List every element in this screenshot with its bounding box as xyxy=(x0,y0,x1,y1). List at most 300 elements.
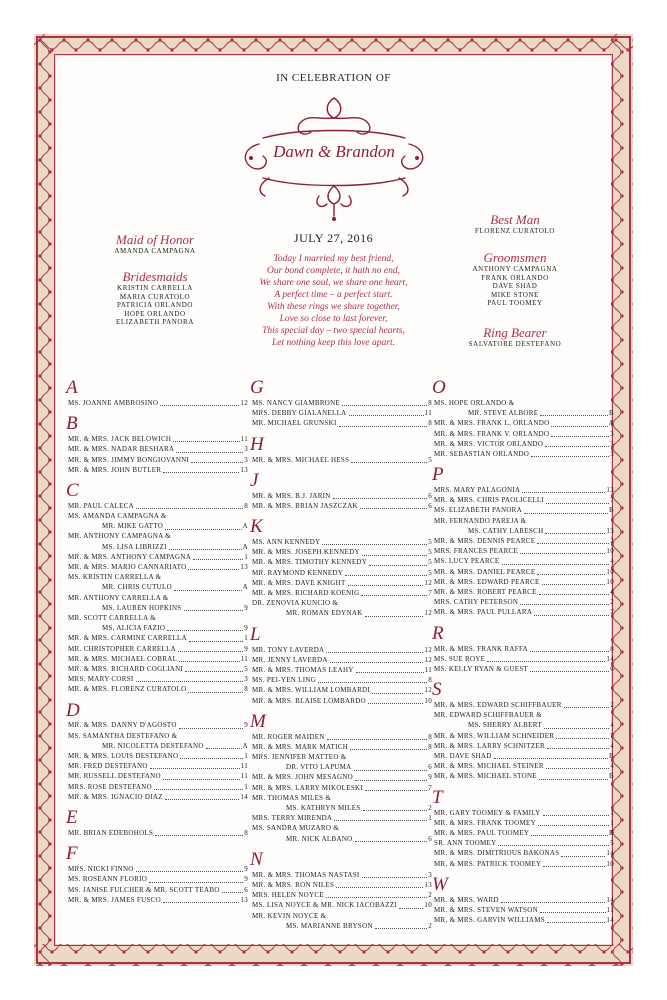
guest-name: MS. LISA LIBRIZZI xyxy=(102,542,167,551)
table-number: 12 xyxy=(424,645,432,654)
guest-row xyxy=(252,588,432,598)
leader-dots xyxy=(520,553,605,554)
table-number: B xyxy=(609,772,614,781)
maid-of-honor-block xyxy=(90,233,220,256)
table-number: 2 xyxy=(610,598,614,607)
guest-row xyxy=(434,818,614,828)
table-number: 8 xyxy=(610,644,614,653)
guest-row xyxy=(68,885,248,895)
guest-row xyxy=(434,398,614,408)
guest-row xyxy=(68,562,248,572)
guest-name: MR. & MRS. VICTOR ORLANDO xyxy=(434,439,544,448)
leader-dots xyxy=(155,835,243,836)
guest-row xyxy=(252,793,432,803)
table-number: 4 xyxy=(610,741,614,750)
guest-name: MR. & MRS. LARRY SCHNITZER xyxy=(434,741,546,750)
table-number: 1 xyxy=(428,814,432,823)
guest-row xyxy=(252,455,432,465)
leader-dots xyxy=(365,790,427,791)
leader-dots xyxy=(163,902,239,903)
table-number: 12 xyxy=(424,609,432,618)
table-number: 9 xyxy=(244,721,248,730)
table-number: 12 xyxy=(240,398,248,407)
guest-name: MR. GARY TOOMEY & FAMILY xyxy=(434,808,541,817)
guest-name: MS. AMANDA CAMPAGNA & xyxy=(68,512,167,521)
guest-name: MR. & MRS. MICHAEL HESS xyxy=(252,455,350,464)
guest-row xyxy=(252,921,432,931)
poem-line: A perfect time – a perfect start. xyxy=(274,290,393,300)
table-number: 5 xyxy=(610,839,614,848)
guest-row xyxy=(434,654,614,664)
table-number: 10 xyxy=(606,859,614,868)
table-number: B xyxy=(609,752,614,761)
guest-row xyxy=(252,911,432,921)
table-number: 2 xyxy=(610,701,614,710)
guest-name: MR. & MRS. FRANK L. ORLANDO xyxy=(434,419,550,428)
leader-dots xyxy=(542,584,606,585)
section-letter: E xyxy=(66,807,78,828)
guest-name: MR. & MRS. FRANK TOOMEY xyxy=(434,818,536,827)
guest-row xyxy=(68,633,248,643)
guest-row xyxy=(434,915,614,925)
leader-dots xyxy=(494,758,608,759)
section-letter: H xyxy=(250,433,264,455)
best-man-block xyxy=(450,213,580,236)
guest-row xyxy=(252,834,432,844)
section-letter: R xyxy=(432,622,444,644)
guest-row xyxy=(434,848,614,858)
leader-dots xyxy=(169,549,242,550)
guest-name: MR. & MRS. PAUL TOOMEY xyxy=(434,828,530,837)
table-number: 10 xyxy=(606,577,614,586)
guest-row xyxy=(68,455,248,465)
guest-row xyxy=(68,761,248,771)
guest-name: MR. & MRS. NADAR BESHARA xyxy=(68,445,175,454)
section-letter: O xyxy=(432,377,446,398)
guest-name: MR. TONY LAVERDA xyxy=(252,645,325,654)
table-number: 5 xyxy=(428,558,432,567)
guest-name: MS. JOANNE AMBROSINO xyxy=(68,398,159,407)
leader-dots xyxy=(206,748,242,749)
guest-row xyxy=(68,613,248,623)
leader-dots xyxy=(334,820,427,821)
guest-row xyxy=(68,623,248,633)
leader-dots xyxy=(185,671,243,672)
table-number: 10 xyxy=(606,547,614,556)
guest-row xyxy=(434,526,614,536)
table-number: 14 xyxy=(606,916,614,925)
table-number: A xyxy=(242,583,248,592)
table-number: 11 xyxy=(606,905,614,914)
leader-dots xyxy=(351,462,427,463)
leader-dots xyxy=(179,728,243,729)
leader-dots xyxy=(354,770,428,771)
table-number: 7 xyxy=(428,783,432,792)
guest-name: MR. THOMAS MILES & xyxy=(252,793,332,802)
table-number: 4 xyxy=(610,762,614,771)
guest-name: MR. & MRS. FRANK V. ORLANDO xyxy=(434,429,550,438)
table-number: 4 xyxy=(610,721,614,730)
guest-name: MR. & MRS. B.J. JARIN xyxy=(252,491,331,500)
table-number: 11 xyxy=(240,654,248,663)
leader-dots xyxy=(193,559,243,560)
guest-row xyxy=(252,645,432,655)
leader-dots xyxy=(362,877,428,878)
guest-name: MR. & MRS. DENNIS PEARCE xyxy=(434,537,536,546)
section-f xyxy=(68,844,248,905)
groomsman-name: DAVE SHAD xyxy=(492,282,538,290)
bridesmaid-name: HOPE ORLANDO xyxy=(124,309,186,318)
leader-dots xyxy=(348,585,424,586)
section-o xyxy=(434,378,614,459)
table-number: 5 xyxy=(428,455,432,464)
bridesmaid-name: PATRICIA ORLANDO xyxy=(116,301,194,309)
guest-row xyxy=(68,874,248,884)
ring-bearer-block xyxy=(450,326,580,349)
guest-name: MS. MARIANNE BRYSON xyxy=(286,921,373,930)
leader-dots xyxy=(551,426,607,427)
guest-row xyxy=(252,732,432,742)
guest-row xyxy=(434,838,614,848)
table-number: 1 xyxy=(610,808,614,817)
section-letter: G xyxy=(250,377,264,398)
guest-row xyxy=(434,751,614,761)
guest-name: MR. DAVE SHAD xyxy=(434,752,492,761)
guest-row xyxy=(68,532,248,542)
seating-column-2 xyxy=(252,378,432,937)
best-man-name: FLORENZ CURATOLO xyxy=(474,227,556,235)
table-number: 5 xyxy=(428,548,432,557)
guest-name: MR. & MRS. PATRICK TOOMEY xyxy=(434,859,542,868)
table-number: 11 xyxy=(424,665,432,674)
leader-dots xyxy=(369,565,427,566)
leader-dots xyxy=(546,768,609,769)
leader-dots xyxy=(326,897,427,898)
leader-dots xyxy=(545,533,605,534)
leader-dots xyxy=(360,508,427,509)
guest-name: MR. & MRS. WARD xyxy=(434,895,499,904)
guest-name: MR. MIKE GATTO xyxy=(102,522,164,531)
poem-line: Love so close to last forever, xyxy=(279,314,388,324)
guest-name: MR. MICHAEL GRUNSKI xyxy=(252,419,337,428)
guest-row xyxy=(434,905,614,915)
guest-name: MR. PAUL CALECA xyxy=(68,501,135,510)
section-n xyxy=(252,850,432,931)
leader-dots xyxy=(551,436,609,437)
leader-dots xyxy=(339,426,428,427)
guest-name: MR. ANTHONY CAMPAGNA & xyxy=(68,532,171,541)
guest-name: MR. & MRS. JOSEPH KENNEDY xyxy=(252,548,360,557)
leader-dots xyxy=(149,882,243,883)
section-r xyxy=(434,624,614,675)
guest-row xyxy=(252,803,432,813)
guest-name: MR. & MRS. JOHN BUTLER xyxy=(68,465,162,474)
guest-row xyxy=(68,684,248,694)
guest-row xyxy=(434,516,614,526)
guest-name: MS. KELLY RYAN & GUEST xyxy=(434,664,529,673)
table-number: 5 xyxy=(428,568,432,577)
guest-row xyxy=(252,665,432,675)
table-number: 8 xyxy=(428,398,432,407)
guest-row xyxy=(68,771,248,781)
table-number: B xyxy=(609,409,614,418)
guest-row xyxy=(434,429,614,439)
guest-row xyxy=(434,808,614,818)
groomsman-name: FRANK ORLANDO xyxy=(481,273,549,282)
section-letter: N xyxy=(250,848,263,870)
leader-dots xyxy=(188,569,239,570)
leader-dots xyxy=(136,871,244,872)
guest-name: MR. & MRS. TIMOTHY KENNEDY xyxy=(252,558,368,567)
bridesmaids-block xyxy=(90,270,220,327)
section-letter: L xyxy=(250,623,261,645)
guest-name: MRS. DEBBY GIALANELLA xyxy=(252,409,347,418)
section-letter: D xyxy=(66,699,80,721)
leader-dots xyxy=(154,789,243,790)
table-number: 13 xyxy=(606,486,614,495)
guest-name: MR. & MRS. WILLIAM LOMBARDI xyxy=(252,686,371,695)
bridesmaid-name: ELIZABETH PANORA xyxy=(116,318,194,326)
leader-dots xyxy=(540,415,608,416)
guest-name: MR. & MRS. CHRIS PAOLICELLI xyxy=(434,496,545,505)
guest-name: MS. SANDRA MUZARO & xyxy=(252,824,339,833)
guest-row xyxy=(68,731,248,741)
table-number: 2 xyxy=(428,891,432,900)
guest-name: MS. SUE ROYE xyxy=(434,654,486,663)
table-number: 14 xyxy=(606,654,614,663)
table-number: 9 xyxy=(244,644,248,653)
guest-row xyxy=(434,439,614,449)
guest-name: SR. ANN TOOMEY xyxy=(434,839,497,848)
guest-row xyxy=(252,685,432,695)
leader-dots xyxy=(165,529,242,530)
guest-row xyxy=(68,521,248,531)
table-number: 3 xyxy=(610,429,614,438)
guest-name: MS. ANN KENNEDY xyxy=(252,538,321,547)
groomsman-name: MIKE STONE xyxy=(490,290,540,299)
guest-name: DR. VITO LAPUMA xyxy=(286,763,352,772)
leader-dots xyxy=(167,630,243,631)
guest-name: MR. & MRS. BLAISE LOMBARDO xyxy=(252,696,366,705)
leader-dots xyxy=(165,799,240,800)
guest-name: MRS. ROSE DESTEFANO xyxy=(68,782,152,791)
guest-row xyxy=(434,644,614,654)
guest-name: MR. & MRS. LOUIS DESTEFANO xyxy=(68,752,179,761)
guest-name: MR. & MRS. JACK BELOWICH xyxy=(68,435,172,444)
section-letter: C xyxy=(66,479,79,501)
table-number: 2 xyxy=(610,537,614,546)
guest-row xyxy=(434,495,614,505)
leader-dots xyxy=(538,825,609,826)
leader-dots xyxy=(362,555,427,556)
table-number: 8 xyxy=(428,742,432,751)
table-number: 13 xyxy=(240,465,248,474)
guest-row xyxy=(252,408,432,418)
guest-name: MS. ROSEANN FLORIO xyxy=(68,875,148,884)
guest-name: MR. EDWARD SCHIFFBAUER & xyxy=(434,711,542,720)
table-number: 8 xyxy=(244,828,248,837)
table-number: 10 xyxy=(424,696,432,705)
guest-row xyxy=(68,664,248,674)
guest-row xyxy=(68,654,248,664)
leader-dots xyxy=(361,595,427,596)
guest-name: MR. & MRS. EDWARD SCHIFFBAUER xyxy=(434,701,562,710)
guest-row xyxy=(252,675,432,685)
leader-dots xyxy=(546,503,609,504)
leader-dots xyxy=(163,779,240,780)
leader-dots xyxy=(179,661,240,662)
table-number: 8 xyxy=(244,685,248,694)
leader-dots xyxy=(544,728,609,729)
table-number: 7 xyxy=(610,608,614,617)
guest-name: MRS. HELEN NOYCE xyxy=(252,891,324,900)
section-letter: A xyxy=(66,377,78,398)
guest-row xyxy=(68,542,248,552)
leader-dots xyxy=(522,492,605,493)
leader-dots xyxy=(355,841,428,842)
table-number: 13 xyxy=(424,880,432,889)
leader-dots xyxy=(564,707,609,708)
guest-name: MR. NICOLETTA DESTEFANO xyxy=(102,741,204,750)
guest-name: MR. & MRS. THOMAS NASTASI xyxy=(252,870,360,879)
guest-row xyxy=(252,783,432,793)
leader-dots xyxy=(375,928,427,929)
guest-name: MR. KEVIN NOYCE & xyxy=(252,911,327,920)
guest-row xyxy=(68,741,248,751)
guest-name: MS. CATHY LARESCH xyxy=(468,526,544,535)
maid-of-honor-name: AMANDA CAMPAGNA xyxy=(114,247,196,255)
ring-bearer-title: Ring Bearer xyxy=(483,325,547,340)
table-number: 13 xyxy=(606,526,614,535)
bridesmaid-name: KRISTIN CARRELLA xyxy=(117,284,193,292)
guest-row xyxy=(252,558,432,568)
guest-name: MR. & MRS. RICHARD COGLIANI xyxy=(68,664,184,673)
table-number: 3 xyxy=(244,455,248,464)
section-t xyxy=(434,788,614,869)
guest-row xyxy=(68,552,248,562)
guest-name: MR. & MRS. CARMINE CARRELLA xyxy=(68,634,187,643)
poem-line: Our bond complete, it hath no end, xyxy=(267,266,400,276)
guest-name: MR. SEBASTIAN ORLANDO xyxy=(434,449,530,458)
leader-dots xyxy=(556,738,609,739)
section-letter: W xyxy=(432,873,448,895)
guest-row xyxy=(434,828,614,838)
guest-row xyxy=(68,828,248,838)
table-number: 14 xyxy=(606,849,614,858)
guest-name: MR. RAYMOND KENNEDY xyxy=(252,568,344,577)
guest-name: MR. SCOTT CARRELLA & xyxy=(68,613,156,622)
guest-name: MR. & MRS. LARRY MIKOLESKI xyxy=(252,783,363,792)
guest-row xyxy=(434,567,614,577)
table-number: 7 xyxy=(610,731,614,740)
table-number: A xyxy=(242,542,248,551)
guest-name: MR. & MRS. MARK MATICH xyxy=(252,742,349,751)
wedding-date: JULY 27, 2016 xyxy=(293,231,374,245)
guest-row xyxy=(68,792,248,802)
leader-dots xyxy=(524,513,608,514)
guest-row xyxy=(434,710,614,720)
leader-dots xyxy=(176,452,243,453)
guest-row xyxy=(434,721,614,731)
leader-dots xyxy=(530,671,609,672)
guest-row xyxy=(434,607,614,617)
leader-dots xyxy=(520,604,609,605)
section-letter: P xyxy=(432,464,444,486)
leader-dots xyxy=(539,594,609,595)
guest-row xyxy=(252,762,432,772)
guest-name: MS. HOPE ORLANDO & xyxy=(434,398,515,407)
leader-dots xyxy=(534,615,609,616)
groomsman-name: ANTHONY CAMPAGNA xyxy=(472,265,558,273)
guest-row xyxy=(252,398,432,408)
guest-name: MS. LISA NOYCE & MR. NICK IACOBAZZI xyxy=(252,901,398,910)
guest-name: MR. & MRS. MICHAEL COBRAL xyxy=(68,654,178,663)
section-letter: B xyxy=(66,413,78,435)
guest-row xyxy=(68,501,248,511)
leader-dots xyxy=(160,405,239,406)
best-man-title: Best Man xyxy=(490,212,540,227)
table-number: A xyxy=(608,419,614,428)
leader-dots xyxy=(318,682,427,683)
section-letter: T xyxy=(432,786,443,808)
guest-name: DR. ZENOVIA KUNCIO & xyxy=(252,599,339,608)
guest-row xyxy=(68,782,248,792)
leader-dots xyxy=(501,902,606,903)
leader-dots xyxy=(350,749,427,750)
guest-name: MR. & MRS. JAMES FUSCO xyxy=(68,895,161,904)
guest-row xyxy=(252,870,432,880)
guest-name: MR. & MRS. THOMAS LEAHY xyxy=(252,665,354,674)
guest-name: MS. NANCY GIAMBRONE xyxy=(252,398,341,407)
leader-dots xyxy=(345,575,427,576)
guest-name: MR. & MRS. MARIO CANNARIATO xyxy=(68,563,187,572)
guest-name: MS. KATHRYN MILES xyxy=(286,804,361,813)
guest-row xyxy=(68,572,248,582)
poem-line: Let nothing keep this love apart. xyxy=(272,338,395,348)
section-e xyxy=(68,808,248,838)
leader-dots xyxy=(539,779,608,780)
table-number: 1 xyxy=(244,782,248,791)
groomsmen-block xyxy=(450,251,580,308)
table-number: 9 xyxy=(244,624,248,633)
guest-name: MR. & MRS. DIMITRIOUS BAKONAS xyxy=(434,849,560,858)
guest-name: MS. SAMANTHA DESTEFANO & xyxy=(68,731,178,740)
table-number: 2 xyxy=(428,921,432,930)
guest-name: MS. PEI-YEN LING xyxy=(252,676,317,685)
guest-name: MRS. MARY PALAGONIA xyxy=(434,486,521,495)
section-b xyxy=(68,414,248,475)
guest-name: MS. SHERRY ALBERT xyxy=(468,721,542,730)
guest-row xyxy=(434,895,614,905)
table-number: 1 xyxy=(244,552,248,561)
table-number: 11 xyxy=(240,772,248,781)
leader-dots xyxy=(372,693,423,694)
table-number: 3 xyxy=(244,675,248,684)
guest-name: MR. & MRS. ANTHONY CAMPAGNA xyxy=(68,552,192,561)
table-number: 3 xyxy=(428,870,432,879)
table-number: 6 xyxy=(428,834,432,843)
leader-dots xyxy=(355,780,427,781)
section-letter: S xyxy=(432,679,442,701)
guest-name: MR. & MRS. EDWARD PEARCE xyxy=(434,577,540,586)
guest-name: MRS. CATHY PETERSON xyxy=(434,598,519,607)
table-number: 13 xyxy=(240,895,248,904)
section-letter: K xyxy=(250,516,263,538)
leader-dots xyxy=(545,446,609,447)
table-number: 12 xyxy=(424,655,432,664)
section-k xyxy=(252,517,432,619)
leader-dots xyxy=(498,845,609,846)
